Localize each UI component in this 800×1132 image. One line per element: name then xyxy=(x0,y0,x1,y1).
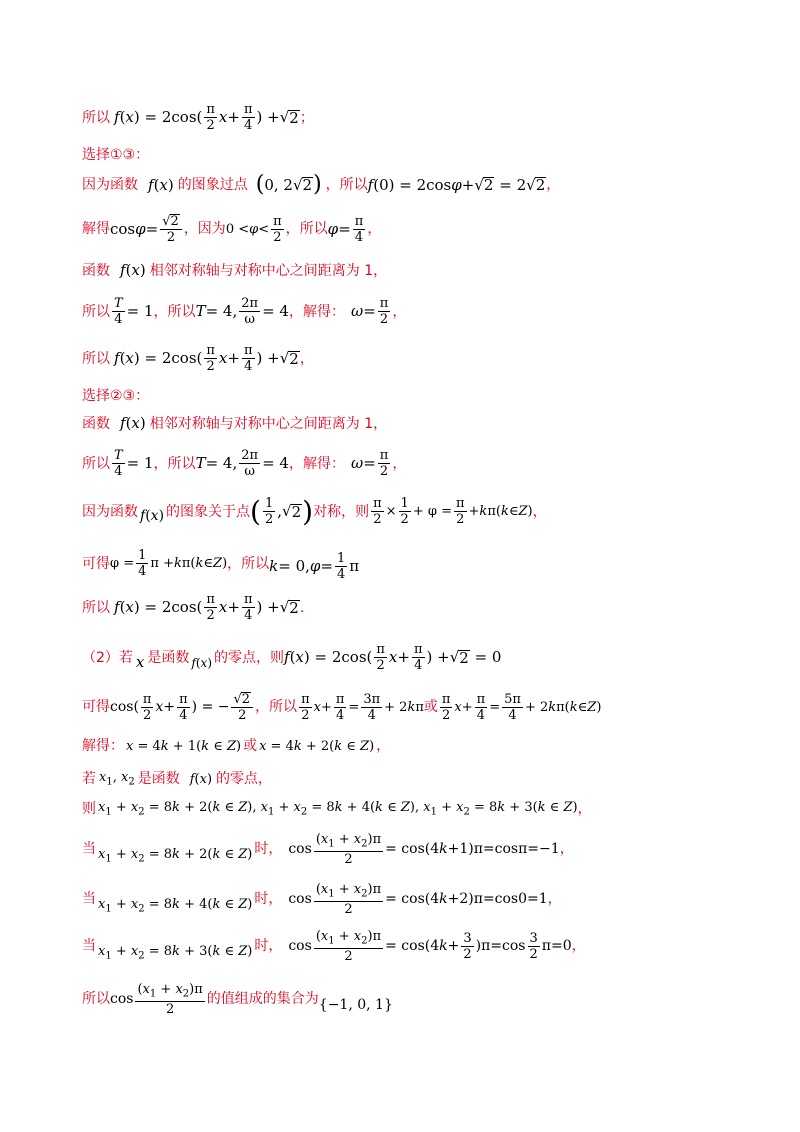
text: 所以 xyxy=(82,350,110,367)
math-expression: ω = $\frac{\pi}{2}$ xyxy=(350,448,389,479)
line-10 xyxy=(82,449,406,478)
math-expression: f(x) xyxy=(148,175,174,194)
line-16 xyxy=(82,739,390,753)
math-expression: f(x) xyxy=(140,507,165,524)
line-18 xyxy=(82,801,592,818)
text: 是函数 xyxy=(137,771,180,788)
text: 的零点，则 xyxy=(214,649,284,666)
text: ，所以 xyxy=(153,303,196,320)
text: ，所以 xyxy=(255,699,298,715)
text: ， xyxy=(376,738,391,754)
line-22 xyxy=(82,983,393,1016)
text: 的零点， xyxy=(216,771,273,788)
line-17 xyxy=(82,771,272,788)
math-expression: cos $\frac{(x_1 + x_2)\pi}{2}$ = cos(4 k +1)π=cosπ=−1 xyxy=(288,832,560,867)
text: ，所以 xyxy=(227,555,270,572)
math-expression: x xyxy=(135,653,145,671)
text: 若 xyxy=(82,771,96,788)
math-expression: f ( x ) = 2cos( $\frac{\pi}{2}$ x + $\frac{\pi}{4}$ ) + √ 2 xyxy=(114,102,299,133)
math-expression: f(x) xyxy=(191,655,212,670)
line-7 xyxy=(82,344,314,373)
text: 时， xyxy=(254,891,283,908)
line-12 xyxy=(82,546,359,581)
math-expression: cos $\frac{(x_1 + x_2)\pi}{2}$ = cos(4 k +2)π=cos0=1 xyxy=(288,882,548,917)
text: 的图象过点 xyxy=(177,177,248,193)
math-expression: ( $\frac{1}{2}$ , √ 2 ) xyxy=(250,494,314,528)
math-expression: f(x) xyxy=(120,261,146,279)
text: 所以 xyxy=(82,991,110,1008)
text: 对称，则 xyxy=(313,503,370,520)
line-8 xyxy=(82,389,149,403)
text: 解得 xyxy=(82,221,110,237)
line-1 xyxy=(82,103,314,132)
math-expression: $x_1 + x_2 = 8k + 2(k$ ∈ Z), $x_1 + x_2 = 8k + 4(k$ ∈ Z), $x_1 + x_2 = 8k + 3(k$ ∈ Z) xyxy=(98,800,578,818)
math-expression: cos $\frac{(x_1 + x_2)\pi}{2}$ = cos(4 k + $\frac{3}{2}$ )π=cos $\frac{3}{2}$ π=0 xyxy=(288,929,572,964)
math-expression: cos φ = √ 2 2 xyxy=(110,214,184,244)
text: ， xyxy=(299,350,314,367)
math-expression: $x_1 + x_2 = 8k + 4(k$ ∈ Z) xyxy=(98,897,253,915)
text: 或 xyxy=(243,738,258,754)
math-expression: x = 4k + 2(k ∈ Z) xyxy=(259,738,375,754)
math-expression: k = 0, φ = $\frac{1}{4}$ π xyxy=(269,551,360,582)
case-heading: 选择①③： xyxy=(82,147,150,163)
text: 或 xyxy=(423,699,438,715)
text: ， xyxy=(367,221,382,237)
text: ，所以 xyxy=(153,455,196,472)
text: 当 xyxy=(82,841,96,858)
text: ，解得： xyxy=(288,303,345,320)
line-3 xyxy=(82,174,560,196)
text: 所以 xyxy=(82,303,110,320)
text: ， xyxy=(559,841,574,858)
math-expression: $\frac{T}{4}$ = 1 xyxy=(114,296,154,327)
text: 则 xyxy=(82,801,96,818)
text: ， xyxy=(532,503,547,520)
text: 解得： xyxy=(82,738,124,754)
text: ，所以 xyxy=(285,221,328,237)
math-expression: $\frac{\pi}{2}$ × $\frac{1}{2}$ + φ = $\frac{\pi}{2}$ + k π( k ∈ Z ) xyxy=(373,496,533,527)
math-expression: $\frac{\pi}{2}$ x + $\frac{\pi}{4}$ = $\frac{3\pi}{4}$ + 2 k π xyxy=(301,691,424,723)
text: 当 xyxy=(82,891,96,908)
text: ； xyxy=(299,109,314,126)
math-expression: φ = $\frac{1}{4}$ π + k π( k ∈ Z ) xyxy=(110,548,228,579)
math-expression: $x_1 + x_2 = 8k + 2(k$ ∈ Z) xyxy=(98,847,253,865)
line-13 xyxy=(82,593,304,622)
text: 函数 xyxy=(82,262,110,279)
text: 所以 xyxy=(82,109,110,126)
line-15 xyxy=(82,692,601,722)
text: 相邻对称轴与对称中心之间距离为 1， xyxy=(149,262,388,279)
math-expression: $x_1$, $x_2$ xyxy=(99,770,135,788)
text: ， xyxy=(546,177,561,193)
text: 时， xyxy=(254,841,283,858)
line-5 xyxy=(82,263,387,278)
text: 相邻对称轴与对称中心之间距离为 1， xyxy=(149,415,388,432)
math-expression: x = 4k + 1(k ∈ Z) xyxy=(126,738,242,754)
math-expression: f (0) = 2cos φ + √ 2 = 2 √ 2 xyxy=(367,175,546,194)
text: ，因为 xyxy=(183,221,226,237)
text: 函数 xyxy=(82,415,110,432)
math-expression: 0 < φ < $\frac{\pi}{2}$ xyxy=(225,213,282,245)
text: 所以 xyxy=(82,599,110,616)
text: ， xyxy=(577,801,592,818)
text: 的值组成的集合为 xyxy=(206,991,319,1008)
line-2 xyxy=(82,148,149,162)
case-heading: 选择②③： xyxy=(82,388,150,404)
text: 可得 xyxy=(82,555,110,572)
text: 的图象关于点 xyxy=(166,503,251,520)
text: ， xyxy=(392,303,407,320)
text: 所以 xyxy=(82,455,110,472)
text: ， xyxy=(571,938,586,955)
text: （2）若 xyxy=(82,649,133,666)
line-20 xyxy=(82,883,562,916)
text: . xyxy=(299,599,305,616)
math-expression: f ( x ) = 2cos( $\frac{\pi}{2}$ x + $\frac{\pi}{4}$ ) + √ 2 xyxy=(114,592,299,623)
line-11 xyxy=(82,494,547,528)
line-14 xyxy=(82,643,501,672)
math-expression: $\frac{T}{4}$ = 1 xyxy=(114,448,154,479)
math-expression: T = 4, $\frac{2\pi}{\omega}$ = 4 xyxy=(195,448,289,479)
math-expression: {−1, 0, 1} xyxy=(318,997,393,1014)
text: ， xyxy=(392,455,407,472)
text: ， xyxy=(547,891,562,908)
math-expression: ω = $\frac{\pi}{2}$ xyxy=(350,296,389,327)
math-expression: T = 4, $\frac{2\pi}{\omega}$ = 4 xyxy=(195,296,289,327)
math-expression: f(x) xyxy=(120,414,146,432)
line-9 xyxy=(82,416,387,431)
text: 因为函数 xyxy=(82,503,138,520)
text: 因为函数 xyxy=(82,177,138,193)
math-expression: f(x) xyxy=(189,771,213,787)
line-21 xyxy=(82,930,586,963)
text: ，解得： xyxy=(288,455,345,472)
text: 可得 xyxy=(82,699,110,715)
math-expression: cos( $\frac{\pi}{2}$ x + $\frac{\pi}{4}$ ) = − √ 2 2 xyxy=(110,692,255,722)
math-expression: f ( x ) = 2cos( $\frac{\pi}{2}$ x + $\frac{\pi}{4}$ ) + √ 2 = 0 xyxy=(284,642,502,673)
line-6 xyxy=(82,297,406,326)
math-expression: cos $\frac{(x_1 + x_2)\pi}{2}$ xyxy=(110,982,203,1017)
math-expression: f ( x ) = 2cos( $\frac{\pi}{2}$ x + $\frac{\pi}{4}$ ) + √ 2 xyxy=(114,343,299,374)
line-4 xyxy=(82,214,381,244)
text: ，所以 xyxy=(325,177,368,193)
line-19 xyxy=(82,833,574,866)
math-expression: φ = $\frac{\pi}{4}$ xyxy=(327,213,364,245)
text: 当 xyxy=(82,938,96,955)
math-expression: $\frac{\pi}{2}$ x + $\frac{\pi}{4}$ = $\frac{5\pi}{4}$ + 2 k π( k ∈ Z ) xyxy=(441,691,602,723)
text: 是函数 xyxy=(147,649,190,666)
text: 时， xyxy=(254,938,283,955)
math-expression: $x_1 + x_2 = 8k + 3(k$ ∈ Z) xyxy=(98,944,253,962)
math-expression: ( 0, 2 √ 2 ) xyxy=(255,172,322,197)
